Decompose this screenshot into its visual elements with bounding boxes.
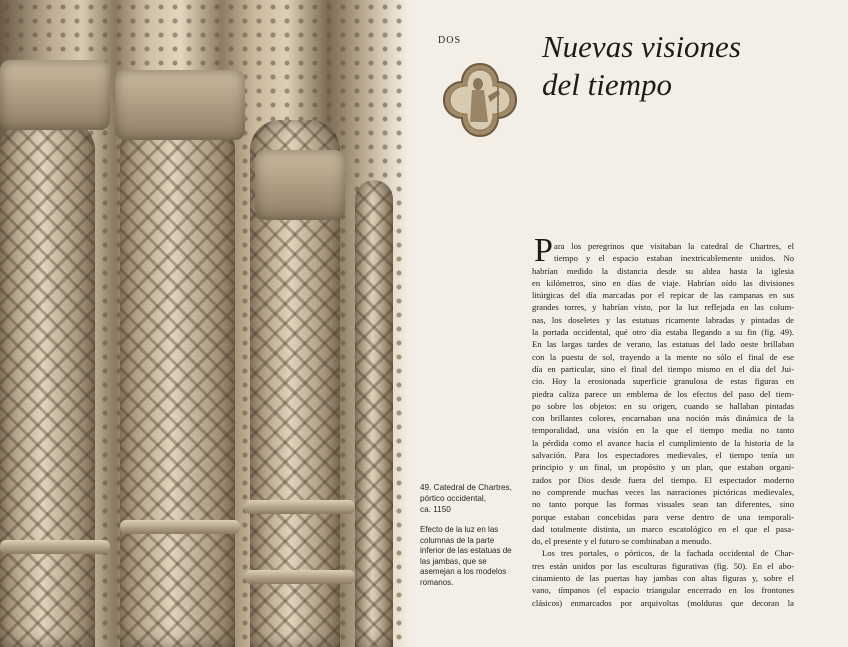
- drop-cap: P: [534, 232, 553, 269]
- body-line: grandes torres, y habrían visto, por la luz reflejada en las colum-: [532, 302, 794, 313]
- body-line: do, el presente y el futuro se combinaban a menudo.: [532, 536, 712, 547]
- side-note: [420, 525, 516, 588]
- body-line: en kilómetros, sino en días de viaje. Habrían oído las divisiones: [532, 277, 794, 288]
- caption-line: 49. Catedral de Chartres,: [420, 483, 512, 492]
- cathedral-columns-photo: [0, 0, 410, 647]
- body-line: po sobre los objetos: en su origen, cuando se hallaban pintadas: [532, 400, 794, 411]
- column-ring: [245, 570, 355, 584]
- body-line: salvación. Para los espectadores medievales, el tiempo tenía un: [532, 450, 794, 461]
- side-note-line: las jambas, que se: [420, 556, 487, 566]
- column-ring: [120, 520, 240, 534]
- side-note-line: asemejan a los modelos: [420, 567, 507, 576]
- body-line: la portada occidental, qué otro día estaba llegando a su fin (fig. 49).: [532, 327, 794, 338]
- quatrefoil-medallion-icon: [440, 60, 520, 140]
- body-line: piedra caliza parece un emblema de los efectos del paso del tiem-: [532, 388, 794, 399]
- capital-3: [255, 150, 345, 220]
- body-line: zados por Dios desde fuera del tiempo. El espectador moderno: [532, 474, 794, 485]
- body-line: ara los peregrinos que visitaban la catedral de Chartres, el: [554, 241, 794, 251]
- caption-line: pórtico occidental,: [420, 494, 486, 503]
- body-text: [532, 240, 794, 609]
- body-line: vano, tímpanos (el espacio triangular encerrado en los frontones: [532, 585, 794, 596]
- side-note-line: Efecto de la luz en las: [420, 525, 499, 534]
- body-line: con brillantes colores, encarnaban una noción más dinámica de la: [532, 413, 794, 424]
- side-note-line: romanos.: [420, 577, 454, 587]
- column-ring: [0, 540, 110, 554]
- chapter-label: DOS: [438, 35, 462, 46]
- column-ring: [245, 500, 355, 514]
- column-1: [0, 120, 95, 647]
- body-line: litúrgicas del día marcadas por el repicar de las campanas en sus: [532, 290, 794, 301]
- body-line: tres están unidos por las esculturas figurativas (fig. 50). En el abo-: [532, 560, 794, 571]
- side-note-line: inferior de las estatuas de: [420, 546, 512, 555]
- body-line: clásicos) enmarcados por arquivoltas (molduras que decoran la: [532, 597, 794, 608]
- body-line: temporalidad, una visión en la que el tiempo media no tanto: [532, 425, 794, 436]
- body-line: nas, los doseletes y las estatuas ricamente labradas y pintadas de: [532, 314, 794, 325]
- figure-caption: [420, 482, 516, 515]
- capital-2: [115, 70, 245, 140]
- body-line: Los tres portales, o pórticos, de la fachada occidental de Char-: [542, 548, 794, 559]
- caption-line: ca. 1150: [420, 505, 451, 514]
- body-line: En las largas tardes de verano, las estatuas del lado oeste brillaban: [532, 339, 794, 350]
- body-line: porque estaban concebidas para verse dentro de una temporali-: [532, 511, 794, 522]
- side-note-line: columnas de la parte: [420, 535, 495, 545]
- body-line: cio. Hoy la erosionada superficie granulosa de estas figuras en: [532, 376, 794, 387]
- body-line: con la puesta de sol, trayendo a la mente no sólo el final de ese: [532, 351, 794, 362]
- body-line: principio y un final, un propósito y un plan, que estaban organi-: [532, 462, 794, 473]
- body-line: tiempo y el espacio estaban inextricablemente unidos. No: [554, 253, 794, 264]
- body-line: día en particular, sino el final del tiempo mismo en el día del Jui-: [532, 363, 794, 374]
- column-4: [355, 180, 393, 647]
- capital-1: [0, 60, 110, 130]
- body-line: no comprende muchas veces las narraciones pictóricas medievales,: [532, 486, 794, 497]
- chapter-title-line: del tiempo: [542, 67, 672, 102]
- body-line: cinamiento de las puertas hay jambas con altas figuras y, sobre el: [532, 573, 794, 584]
- column-2: [120, 120, 235, 647]
- body-line: dad totalmente distinta, un marco escatológico en el que el pasa-: [532, 523, 794, 534]
- body-line: habrían medido la distancia desde su aldea hasta la iglesia: [532, 265, 794, 276]
- body-line: no tanto porque las formas visuales sean tan diferentes, sino: [532, 499, 794, 510]
- body-line: la pérdida como el avance hacia el cumplimiento de la historia de la: [532, 437, 794, 448]
- chapter-title-line: Nuevas visiones: [542, 29, 741, 64]
- chapter-title: [542, 28, 741, 104]
